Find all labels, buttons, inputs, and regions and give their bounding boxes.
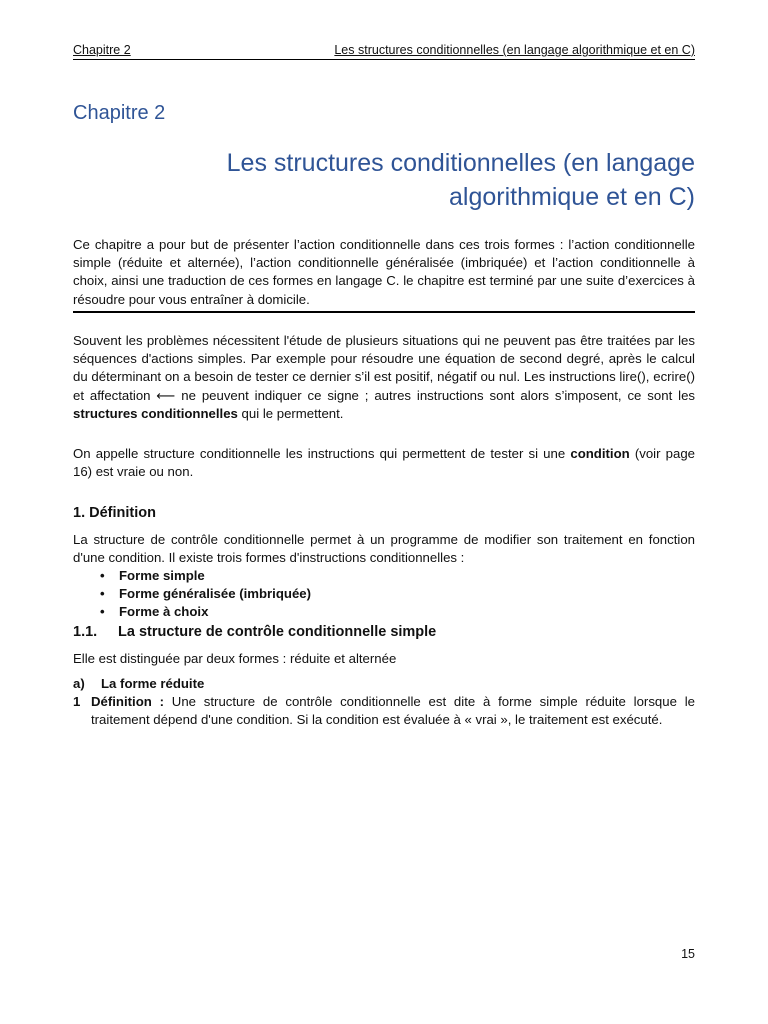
subsection-text: Elle est distinguée par deux formes : réduite et alternée	[73, 651, 397, 666]
header-chapter: Chapitre 2	[73, 43, 131, 57]
chapter-title	[135, 146, 695, 214]
forms-list	[100, 567, 311, 622]
intro-paragraph: Ce chapitre a pour but de présenter l’action conditionnelle dans ces trois formes : l’action conditionnelle simple (réduite et alternée), l’action conditionnelle généralisée (imbriquée) et l’action conditionnelle à choix, ainsi une traduction de ces formes en langage C. le chapitre est terminé par une suite d’exercices à résoudre pour vous entraîner à domicile.	[73, 236, 695, 313]
subsubsection-number: a)	[73, 676, 85, 691]
list-item: • Forme à choix	[100, 603, 311, 621]
paragraph-definition-intro	[73, 445, 695, 481]
chapter-title-line-2: algorithmique et en C)	[449, 183, 695, 211]
paragraph-definition-end: (voir page 16) est vraie ou non.	[73, 446, 695, 480]
header-title: Les structures conditionnelles (en langage algorithmique et en C)	[334, 43, 695, 57]
subsection-number: 1.1.	[73, 624, 98, 640]
definition-text: Une structure de contrôle conditionnelle est dite à forme simple réduite lorsque le traitement dépend d'une condition. Si la condition est évaluée à « vrai », le traitement est exécuté.	[91, 694, 695, 728]
paragraph-definition-bold: condition	[570, 446, 630, 461]
section-definition-text: La structure de contrôle conditionnelle permet à un programme de modifier son traitement en fonction d'une condition. Il existe trois formes d'instructions conditionnelles :	[73, 532, 695, 566]
paragraph-situations-bold: structures conditionnelles	[73, 405, 238, 421]
running-header	[73, 43, 695, 60]
paragraph-situations	[73, 332, 695, 423]
subsection-title: La structure de contrôle conditionnelle simple	[118, 624, 437, 640]
chapter-label: Chapitre 2	[73, 102, 166, 124]
paragraph-definition-text: On appelle structure conditionnelle les instructions qui permettent de tester si une	[73, 446, 571, 461]
list-item: • Forme généralisée (imbriquée)	[100, 585, 311, 603]
chapter-title-line-1: Les structures conditionnelles (en langage	[226, 149, 695, 177]
section-heading-definition: 1. Définition	[73, 505, 156, 521]
definition-block	[73, 693, 695, 729]
definition-body	[73, 693, 695, 729]
document-page	[73, 0, 695, 1024]
subsubsection-title: La forme réduite	[101, 676, 205, 691]
paragraph-situations-text: Souvent les problèmes nécessitent l'étude de plusieurs situations qui ne peuvent pas être traitées par les séquences d'actions simples. Par exemple pour résoudre une équation de second degré, après le calcul du déterminant on a besoin de tester ce dernier s’il est positif, négatif ou nul. Les instructions lire(), ecrire() et affectation ⟵ ne peuvent indiquer ce signe ; autres instructions sont alors s’imposent, ce sont les	[73, 333, 695, 403]
paragraph-situations-end: qui le permettent.	[237, 405, 344, 421]
page-number: 15	[681, 947, 695, 961]
subsection-heading	[73, 624, 436, 640]
list-item: • Forme simple	[100, 567, 311, 585]
definition-number: 1	[73, 694, 81, 709]
definition-label: Définition :	[91, 694, 164, 709]
subsubsection-heading	[73, 676, 204, 691]
